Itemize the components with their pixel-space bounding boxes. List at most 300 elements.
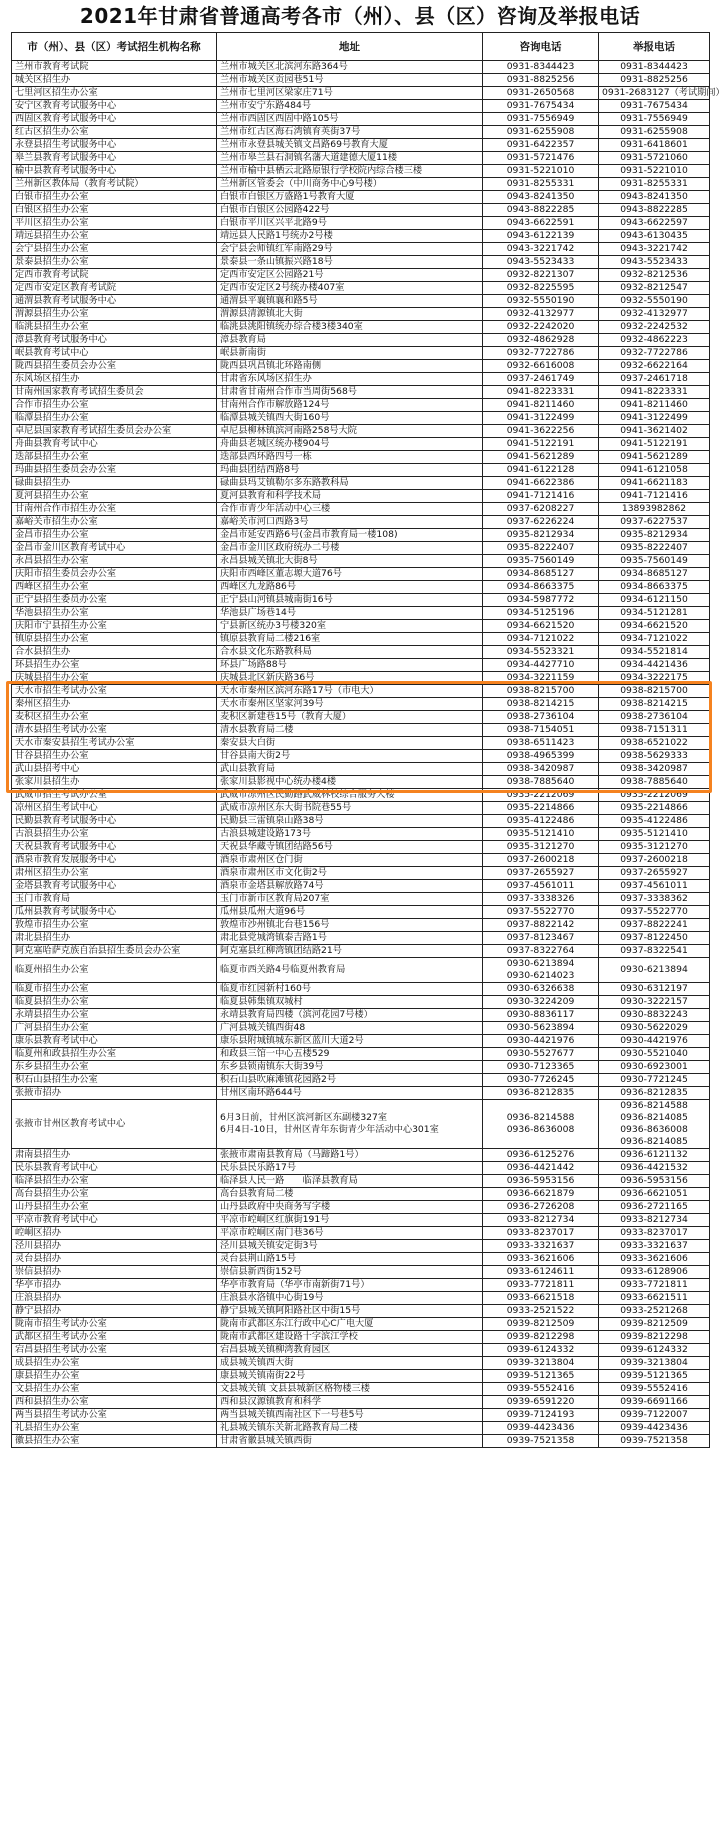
report-phone: 0936-6621051 (599, 1188, 710, 1201)
report-phone: 0943-8241350 (599, 191, 710, 204)
address: 会宁县会师镇红军南路29号 (217, 243, 483, 256)
consult-phone: 0935-8222407 (483, 542, 599, 555)
institution-name: 临夏州和政县招生办公室 (12, 1048, 217, 1061)
institution-name: 漳县教育考试服务中心 (12, 334, 217, 347)
table-row (12, 698, 710, 711)
table-row (12, 1048, 710, 1061)
address: 灵台县荆山路15号 (217, 1253, 483, 1266)
report-phone: 0932-4132977 (599, 308, 710, 321)
table-row (12, 425, 710, 438)
institution-name: 麦积区招生办公室 (12, 711, 217, 724)
report-phone: 0943-5523433 (599, 256, 710, 269)
report-phone: 0941-5621289 (599, 451, 710, 464)
consult-phone: 0934-6621520 (483, 620, 599, 633)
table-row (12, 659, 710, 672)
report-phone: 0932-2242532 (599, 321, 710, 334)
report-phone: 0939-4423436 (599, 1422, 710, 1435)
address: 宁县新区统办3号楼320室 (217, 620, 483, 633)
report-phone: 0934-6121150 (599, 594, 710, 607)
table-row (12, 1383, 710, 1396)
institution-name: 金昌市金川区教育考试中心 (12, 542, 217, 555)
table-row (12, 1009, 710, 1022)
report-phone: 0935-8222407 (599, 542, 710, 555)
report-phone: 0937-2655927 (599, 867, 710, 880)
institution-name: 庆阳市招生委员会办公室 (12, 568, 217, 581)
table-row (12, 1318, 710, 1331)
table-row (12, 815, 710, 828)
table-row (12, 503, 710, 516)
consult-phone: 0939-5552416 (483, 1383, 599, 1396)
consult-phone: 0941-6622386 (483, 477, 599, 490)
institution-name: 东风场区招生办 (12, 373, 217, 386)
report-phone-line: 0936-8214588 (620, 1100, 688, 1111)
institution-name: 玛曲县招生委员会办公室 (12, 464, 217, 477)
report-phone: 0937-8322541 (599, 945, 710, 958)
table-header-row (12, 33, 710, 61)
institution-name: 临夏州招生办公室 (12, 958, 217, 983)
consult-phone: 0930-5527677 (483, 1048, 599, 1061)
institution-name: 靖远县招生办公室 (12, 230, 217, 243)
consult-phone: 0938-7154051 (483, 724, 599, 737)
institution-name: 夏河县招生办公室 (12, 490, 217, 503)
report-phone: 0938-8215700 (599, 685, 710, 698)
report-phone: 0941-6621183 (599, 477, 710, 490)
consult-phone: 0932-6616008 (483, 360, 599, 373)
consult-phone: 0933-7721811 (483, 1279, 599, 1292)
address: 庆城县北区新庆路36号 (217, 672, 483, 685)
address: 通渭县平襄镇襄和路5号 (217, 295, 483, 308)
table-row (12, 1344, 710, 1357)
report-phone: 0931-6255908 (599, 126, 710, 139)
institution-name: 金塔县教育考试服务中心 (12, 880, 217, 893)
consult-phone: 0937-8822142 (483, 919, 599, 932)
report-phone: 0935-8212934 (599, 529, 710, 542)
consult-phone: 0941-5621289 (483, 451, 599, 464)
consult-phone: 0930-6326638 (483, 983, 599, 996)
address: 正宁县山河镇县城南街16号 (217, 594, 483, 607)
report-phone: 0937-2461718 (599, 373, 710, 386)
report-phone: 0943-6130435 (599, 230, 710, 243)
report-phone: 0933-3621606 (599, 1253, 710, 1266)
report-phone: 0931-8344423 (599, 61, 710, 74)
address: 积石山县吹麻滩镇花园路2号 (217, 1074, 483, 1087)
consult-phone: 0938-3420987 (483, 763, 599, 776)
institution-name: 临洮县招生办公室 (12, 321, 217, 334)
table-row (12, 321, 710, 334)
table-row (12, 152, 710, 165)
address: 康县城关镇南街22号 (217, 1370, 483, 1383)
institution-name: 会宁县招生办公室 (12, 243, 217, 256)
address: 兰州新区管委会（中川商务中心9号楼） (217, 178, 483, 191)
address: 武山县教育局 (217, 763, 483, 776)
table-row (12, 113, 710, 126)
address: 景泰县一条山镇振兴路18号 (217, 256, 483, 269)
consult-phone: 0937-2655927 (483, 867, 599, 880)
report-phone: 0934-8685127 (599, 568, 710, 581)
institution-name: 临泽县招生办公室 (12, 1175, 217, 1188)
institution-name: 城关区招生办 (12, 74, 217, 87)
table-row (12, 1022, 710, 1035)
institution-name: 景泰县招生办公室 (12, 256, 217, 269)
address: 临潭县城关镇西大街160号 (217, 412, 483, 425)
table-row (12, 555, 710, 568)
address: 秦安县大白街 (217, 737, 483, 750)
consult-phone: 0933-3621606 (483, 1253, 599, 1266)
institution-name: 甘南州合作市招生办公室 (12, 503, 217, 516)
report-phone: 0930-6213894 (599, 958, 710, 983)
institution-name: 白银市招生办公室 (12, 191, 217, 204)
address: 定西市安定区2号统办楼407室 (217, 282, 483, 295)
address: 金昌市延安西路6号(金昌市教育局一楼108) (217, 529, 483, 542)
consult-phone: 0935-5121410 (483, 828, 599, 841)
institution-name: 天水市秦安县招生考试办公室 (12, 737, 217, 750)
header-consult-phone: 咨询电话 (483, 33, 599, 61)
report-phone: 0933-8212734 (599, 1214, 710, 1227)
table-row (12, 126, 710, 139)
report-phone: 0931-5221010 (599, 165, 710, 178)
report-phone: 0941-8211460 (599, 399, 710, 412)
report-phone: 0930-6923001 (599, 1061, 710, 1074)
report-phone: 0935-5121410 (599, 828, 710, 841)
table-row (12, 763, 710, 776)
report-phone: 0936-6121132 (599, 1149, 710, 1162)
table-row (12, 1435, 710, 1448)
institution-name: 武都区招生考试办公室 (12, 1331, 217, 1344)
institution-name: 玉门市教育局 (12, 893, 217, 906)
table-row (12, 568, 710, 581)
consult-phone (483, 958, 599, 983)
table-row (12, 1396, 710, 1409)
institution-name: 瓜州县教育考试服务中心 (12, 906, 217, 919)
address: 甘肃省甘南州合作市当周街568号 (217, 386, 483, 399)
address: 甘肃省东风场区招生办 (217, 373, 483, 386)
consult-phone: 0938-8214215 (483, 698, 599, 711)
address: 庄浪县水洛镇中心街19号 (217, 1292, 483, 1305)
institution-name: 合水县招生办 (12, 646, 217, 659)
table-row (12, 1087, 710, 1100)
address: 舟曲县老城区统办楼904号 (217, 438, 483, 451)
address: 武威市凉州区东大街书院巷55号 (217, 802, 483, 815)
institution-name: 肃南县招生办 (12, 1149, 217, 1162)
address: 永昌县城关镇北大街8号 (217, 555, 483, 568)
report-phone: 0933-2521268 (599, 1305, 710, 1318)
table-row (12, 1201, 710, 1214)
consult-phone: 0931-5721476 (483, 152, 599, 165)
institution-name: 红古区招生办公室 (12, 126, 217, 139)
report-phone: 0941-7121416 (599, 490, 710, 503)
consult-phone-line: 0936-8214588 (506, 1112, 575, 1123)
address: 阿克塞县红柳湾镇团结路21号 (217, 945, 483, 958)
report-phone: 13893982862 (599, 503, 710, 516)
institution-name: 安宁区教育考试服务中心 (12, 100, 217, 113)
table-row (12, 308, 710, 321)
consult-phone: 0935-3121270 (483, 841, 599, 854)
report-phone: 0932-7722786 (599, 347, 710, 360)
table-row (12, 1162, 710, 1175)
report-phone: 0932-6622164 (599, 360, 710, 373)
consult-phone: 0933-8212734 (483, 1214, 599, 1227)
table-row (12, 399, 710, 412)
institution-name: 兰州市教育考试院 (12, 61, 217, 74)
consult-phone: 0932-2242020 (483, 321, 599, 334)
address-line: 6月3日前，甘州区滨河新区东副楼327室 (220, 1112, 388, 1123)
table-row (12, 711, 710, 724)
table-row (12, 1214, 710, 1227)
address: 民勤县三雷镇泉山路38号 (217, 815, 483, 828)
report-phone: 0931-2683127（考试期间） (599, 87, 710, 100)
consult-phone: 0939-8212298 (483, 1331, 599, 1344)
report-phone: 0938-8214215 (599, 698, 710, 711)
consult-phone: 0933-6124611 (483, 1266, 599, 1279)
institution-name: 庆阳市宁县招生办公室 (12, 620, 217, 633)
consult-phone: 0932-4862928 (483, 334, 599, 347)
address: 两当县城关镇西南社区下一号巷5号 (217, 1409, 483, 1422)
consult-phone: 0934-4427710 (483, 659, 599, 672)
institution-name: 嘉峪关市招生办公室 (12, 516, 217, 529)
consult-phone: 0931-5221010 (483, 165, 599, 178)
address: 陇南市武都区东江行政中心C广电大厦 (217, 1318, 483, 1331)
report-phone: 0935-3121270 (599, 841, 710, 854)
institution-name: 华池县招生办公室 (12, 607, 217, 620)
institution-name: 民勤县教育考试服务中心 (12, 815, 217, 828)
institution-name: 庄浪县招办 (12, 1292, 217, 1305)
table-row (12, 217, 710, 230)
consult-phone: 0932-5550190 (483, 295, 599, 308)
address: 迭部县西环路四号一栋 (217, 451, 483, 464)
table-row (12, 945, 710, 958)
consult-phone: 0937-2600218 (483, 854, 599, 867)
institution-name: 两当县招生考试办公室 (12, 1409, 217, 1422)
consult-phone: 0936-2726208 (483, 1201, 599, 1214)
table-row (12, 165, 710, 178)
consult-phone: 0934-8685127 (483, 568, 599, 581)
address: 华池县广场巷14号 (217, 607, 483, 620)
consult-phone: 0941-8223331 (483, 386, 599, 399)
report-phone: 0939-8212509 (599, 1318, 710, 1331)
report-phone: 0933-6621511 (599, 1292, 710, 1305)
table-row (12, 1227, 710, 1240)
report-phone: 0943-6622597 (599, 217, 710, 230)
address: 酒泉市金塔县解放路74号 (217, 880, 483, 893)
institution-name: 迭部县招生办公室 (12, 451, 217, 464)
report-phone-line: 0936-8214085 (620, 1112, 688, 1123)
institution-name: 武威市招生考试办公室 (12, 789, 217, 802)
address: 张掖市肃南县教育局（马蹄路1号） (217, 1149, 483, 1162)
table-row (12, 1422, 710, 1435)
address: 礼县城关镇东关新北路教育局二楼 (217, 1422, 483, 1435)
consult-phone: 0936-5953156 (483, 1175, 599, 1188)
consult-phone: 0937-5522770 (483, 906, 599, 919)
report-phone: 0932-5550190 (599, 295, 710, 308)
consult-phone: 0934-3221159 (483, 672, 599, 685)
table-row (12, 854, 710, 867)
address: 华亭市教育局（华亭市南新街71号） (217, 1279, 483, 1292)
institution-name: 徽县招生办公室 (12, 1435, 217, 1448)
address: 临夏县韩集镇双城村 (217, 996, 483, 1009)
report-phone: 0931-7556949 (599, 113, 710, 126)
header-report-phone: 举报电话 (599, 33, 710, 61)
report-phone: 0935-7560149 (599, 555, 710, 568)
address: 麦积区新建巷15号（教育大厦） (217, 711, 483, 724)
table-row (12, 1240, 710, 1253)
consult-phone: 0941-6122128 (483, 464, 599, 477)
institution-name: 秦州区招生办 (12, 698, 217, 711)
report-phone: 0938-7885640 (599, 776, 710, 789)
report-phone: 0932-8212536 (599, 269, 710, 282)
address: 平凉市崆峒区南门巷36号 (217, 1227, 483, 1240)
header-institution: 市（州）、县（区）考试招生机构名称 (12, 33, 217, 61)
institution-name: 永靖县招生办公室 (12, 1009, 217, 1022)
consult-phone: 0933-6621518 (483, 1292, 599, 1305)
institution-name: 清水县招生考试办公室 (12, 724, 217, 737)
consult-phone: 0937-8123467 (483, 932, 599, 945)
report-phone: 0943-8822285 (599, 204, 710, 217)
table-row (12, 1370, 710, 1383)
report-phone: 0938-7151311 (599, 724, 710, 737)
address: 定西市安定区公园路21号 (217, 269, 483, 282)
institution-name: 正宁县招生委员办公室 (12, 594, 217, 607)
consult-phone: 0943-5523433 (483, 256, 599, 269)
table-row (12, 1292, 710, 1305)
address: 康乐县附城镇城东新区蓝川大道2号 (217, 1035, 483, 1048)
institution-name: 天祝县教育考试服务中心 (12, 841, 217, 854)
consult-phone: 0943-8241350 (483, 191, 599, 204)
address: 临泽县人民一路 临泽县教育局 (217, 1175, 483, 1188)
institution-name: 皋兰县教育考试服务中心 (12, 152, 217, 165)
consult-phone: 0938-2736104 (483, 711, 599, 724)
table-row (12, 178, 710, 191)
institution-name: 碌曲县招生办 (12, 477, 217, 490)
address: 天水市秦州区坚家河39号 (217, 698, 483, 711)
table-row (12, 867, 710, 880)
report-phone: 0935-2214866 (599, 802, 710, 815)
report-phone: 0939-5552416 (599, 1383, 710, 1396)
address: 玛曲县团结西路8号 (217, 464, 483, 477)
institution-name: 平川区招生办公室 (12, 217, 217, 230)
address: 高台县教育局二楼 (217, 1188, 483, 1201)
institution-name: 陇西县招生委员会办公室 (12, 360, 217, 373)
address: 清水县教育局二楼 (217, 724, 483, 737)
table-row (12, 646, 710, 659)
report-phone: 0939-8212298 (599, 1331, 710, 1344)
consult-phone: 0938-7885640 (483, 776, 599, 789)
table-row (12, 204, 710, 217)
institution-name: 合作市招生办公室 (12, 399, 217, 412)
institution-name: 灵台县招办 (12, 1253, 217, 1266)
institution-name: 积石山县招生办公室 (12, 1074, 217, 1087)
address: 庆阳市西峰区董志塬大道76号 (217, 568, 483, 581)
address: 成县城关镇西大街 (217, 1357, 483, 1370)
address: 镇原县教育局二楼216室 (217, 633, 483, 646)
consult-phone: 0932-7722786 (483, 347, 599, 360)
report-phone: 0937-6227537 (599, 516, 710, 529)
report-phone: 0930-8832243 (599, 1009, 710, 1022)
address: 甘肃省徽县城关镇西街 (217, 1435, 483, 1448)
table-row (12, 373, 710, 386)
institution-name: 宕昌县招生考试办公室 (12, 1344, 217, 1357)
consult-phone: 0930-3224209 (483, 996, 599, 1009)
address: 酒泉市肃州区市文化街2号 (217, 867, 483, 880)
institution-name: 张家川县招生办 (12, 776, 217, 789)
table-row (12, 841, 710, 854)
report-phone: 0937-4561011 (599, 880, 710, 893)
address: 甘南州合作市解放路124号 (217, 399, 483, 412)
institution-name: 高台县招生办公室 (12, 1188, 217, 1201)
consult-phone: 0937-6208227 (483, 503, 599, 516)
report-phone: 0934-7121022 (599, 633, 710, 646)
consult-phone: 0939-3213804 (483, 1357, 599, 1370)
institution-name: 临夏县招生办公室 (12, 996, 217, 1009)
report-phone: 0934-5521814 (599, 646, 710, 659)
consult-phone: 0941-5122191 (483, 438, 599, 451)
institution-name: 庆城县招生办公室 (12, 672, 217, 685)
report-phone: 0939-7521358 (599, 1435, 710, 1448)
table-row (12, 620, 710, 633)
consult-phone: 0935-2212069 (483, 789, 599, 802)
consult-phone: 0941-8211460 (483, 399, 599, 412)
address: 靖远县人民路1号统办2号楼 (217, 230, 483, 243)
address: 广河县城关镇西街48 (217, 1022, 483, 1035)
table-row (12, 1061, 710, 1074)
report-phone: 0934-8663375 (599, 581, 710, 594)
address: 兰州市皋兰县石洞镇名藩大道建德大厦11楼 (217, 152, 483, 165)
table-row (12, 906, 710, 919)
address: 嘉峪关市河口西路3号 (217, 516, 483, 529)
institution-name: 舟曲县教育考试中心 (12, 438, 217, 451)
institution-name: 西峰区招生办公室 (12, 581, 217, 594)
report-phone: 0934-3222175 (599, 672, 710, 685)
report-phone: 0941-6121058 (599, 464, 710, 477)
address: 漳县教育局 (217, 334, 483, 347)
table-row (12, 360, 710, 373)
address: 甘州区南环路644号 (217, 1087, 483, 1100)
table-row (12, 1266, 710, 1279)
consult-phone: 0932-8225595 (483, 282, 599, 295)
consult-phone: 0937-6226224 (483, 516, 599, 529)
address: 玉门市新市区教育局207室 (217, 893, 483, 906)
address: 文县城关镇 文县县城新区格物楼三楼 (217, 1383, 483, 1396)
table-row (12, 477, 710, 490)
institution-name: 甘谷县招生办公室 (12, 750, 217, 763)
report-phone: 0941-8223331 (599, 386, 710, 399)
table-row (12, 230, 710, 243)
institution-name: 白银区招生办公室 (12, 204, 217, 217)
institution-name: 西和县招生办公室 (12, 1396, 217, 1409)
institution-name: 临夏市招生办公室 (12, 983, 217, 996)
table-row (12, 1074, 710, 1087)
table-row (12, 932, 710, 945)
institution-name: 崆峒区招办 (12, 1227, 217, 1240)
consult-phone: 0937-3338326 (483, 893, 599, 906)
table-row (12, 1279, 710, 1292)
report-phone: 0930-6312197 (599, 983, 710, 996)
table-row (12, 750, 710, 763)
consult-phone: 0931-8255331 (483, 178, 599, 191)
table-row (12, 61, 710, 74)
address: 泾川县城关镇安定街3号 (217, 1240, 483, 1253)
institution-name: 定西市教育考试院 (12, 269, 217, 282)
institution-name: 民乐县教育考试中心 (12, 1162, 217, 1175)
report-phone: 0937-2600218 (599, 854, 710, 867)
institution-name: 静宁县招办 (12, 1305, 217, 1318)
institution-name: 甘南州国家教育考试招生委员会 (12, 386, 217, 399)
address: 静宁县城关镇阿阳路社区中街15号 (217, 1305, 483, 1318)
institution-name: 崇信县招办 (12, 1266, 217, 1279)
report-phone-line: 0936-8636008 (620, 1124, 688, 1135)
report-phone: 0932-8212547 (599, 282, 710, 295)
table-row (12, 1035, 710, 1048)
address: 临夏市西关路4号临夏州教育局 (217, 958, 483, 983)
